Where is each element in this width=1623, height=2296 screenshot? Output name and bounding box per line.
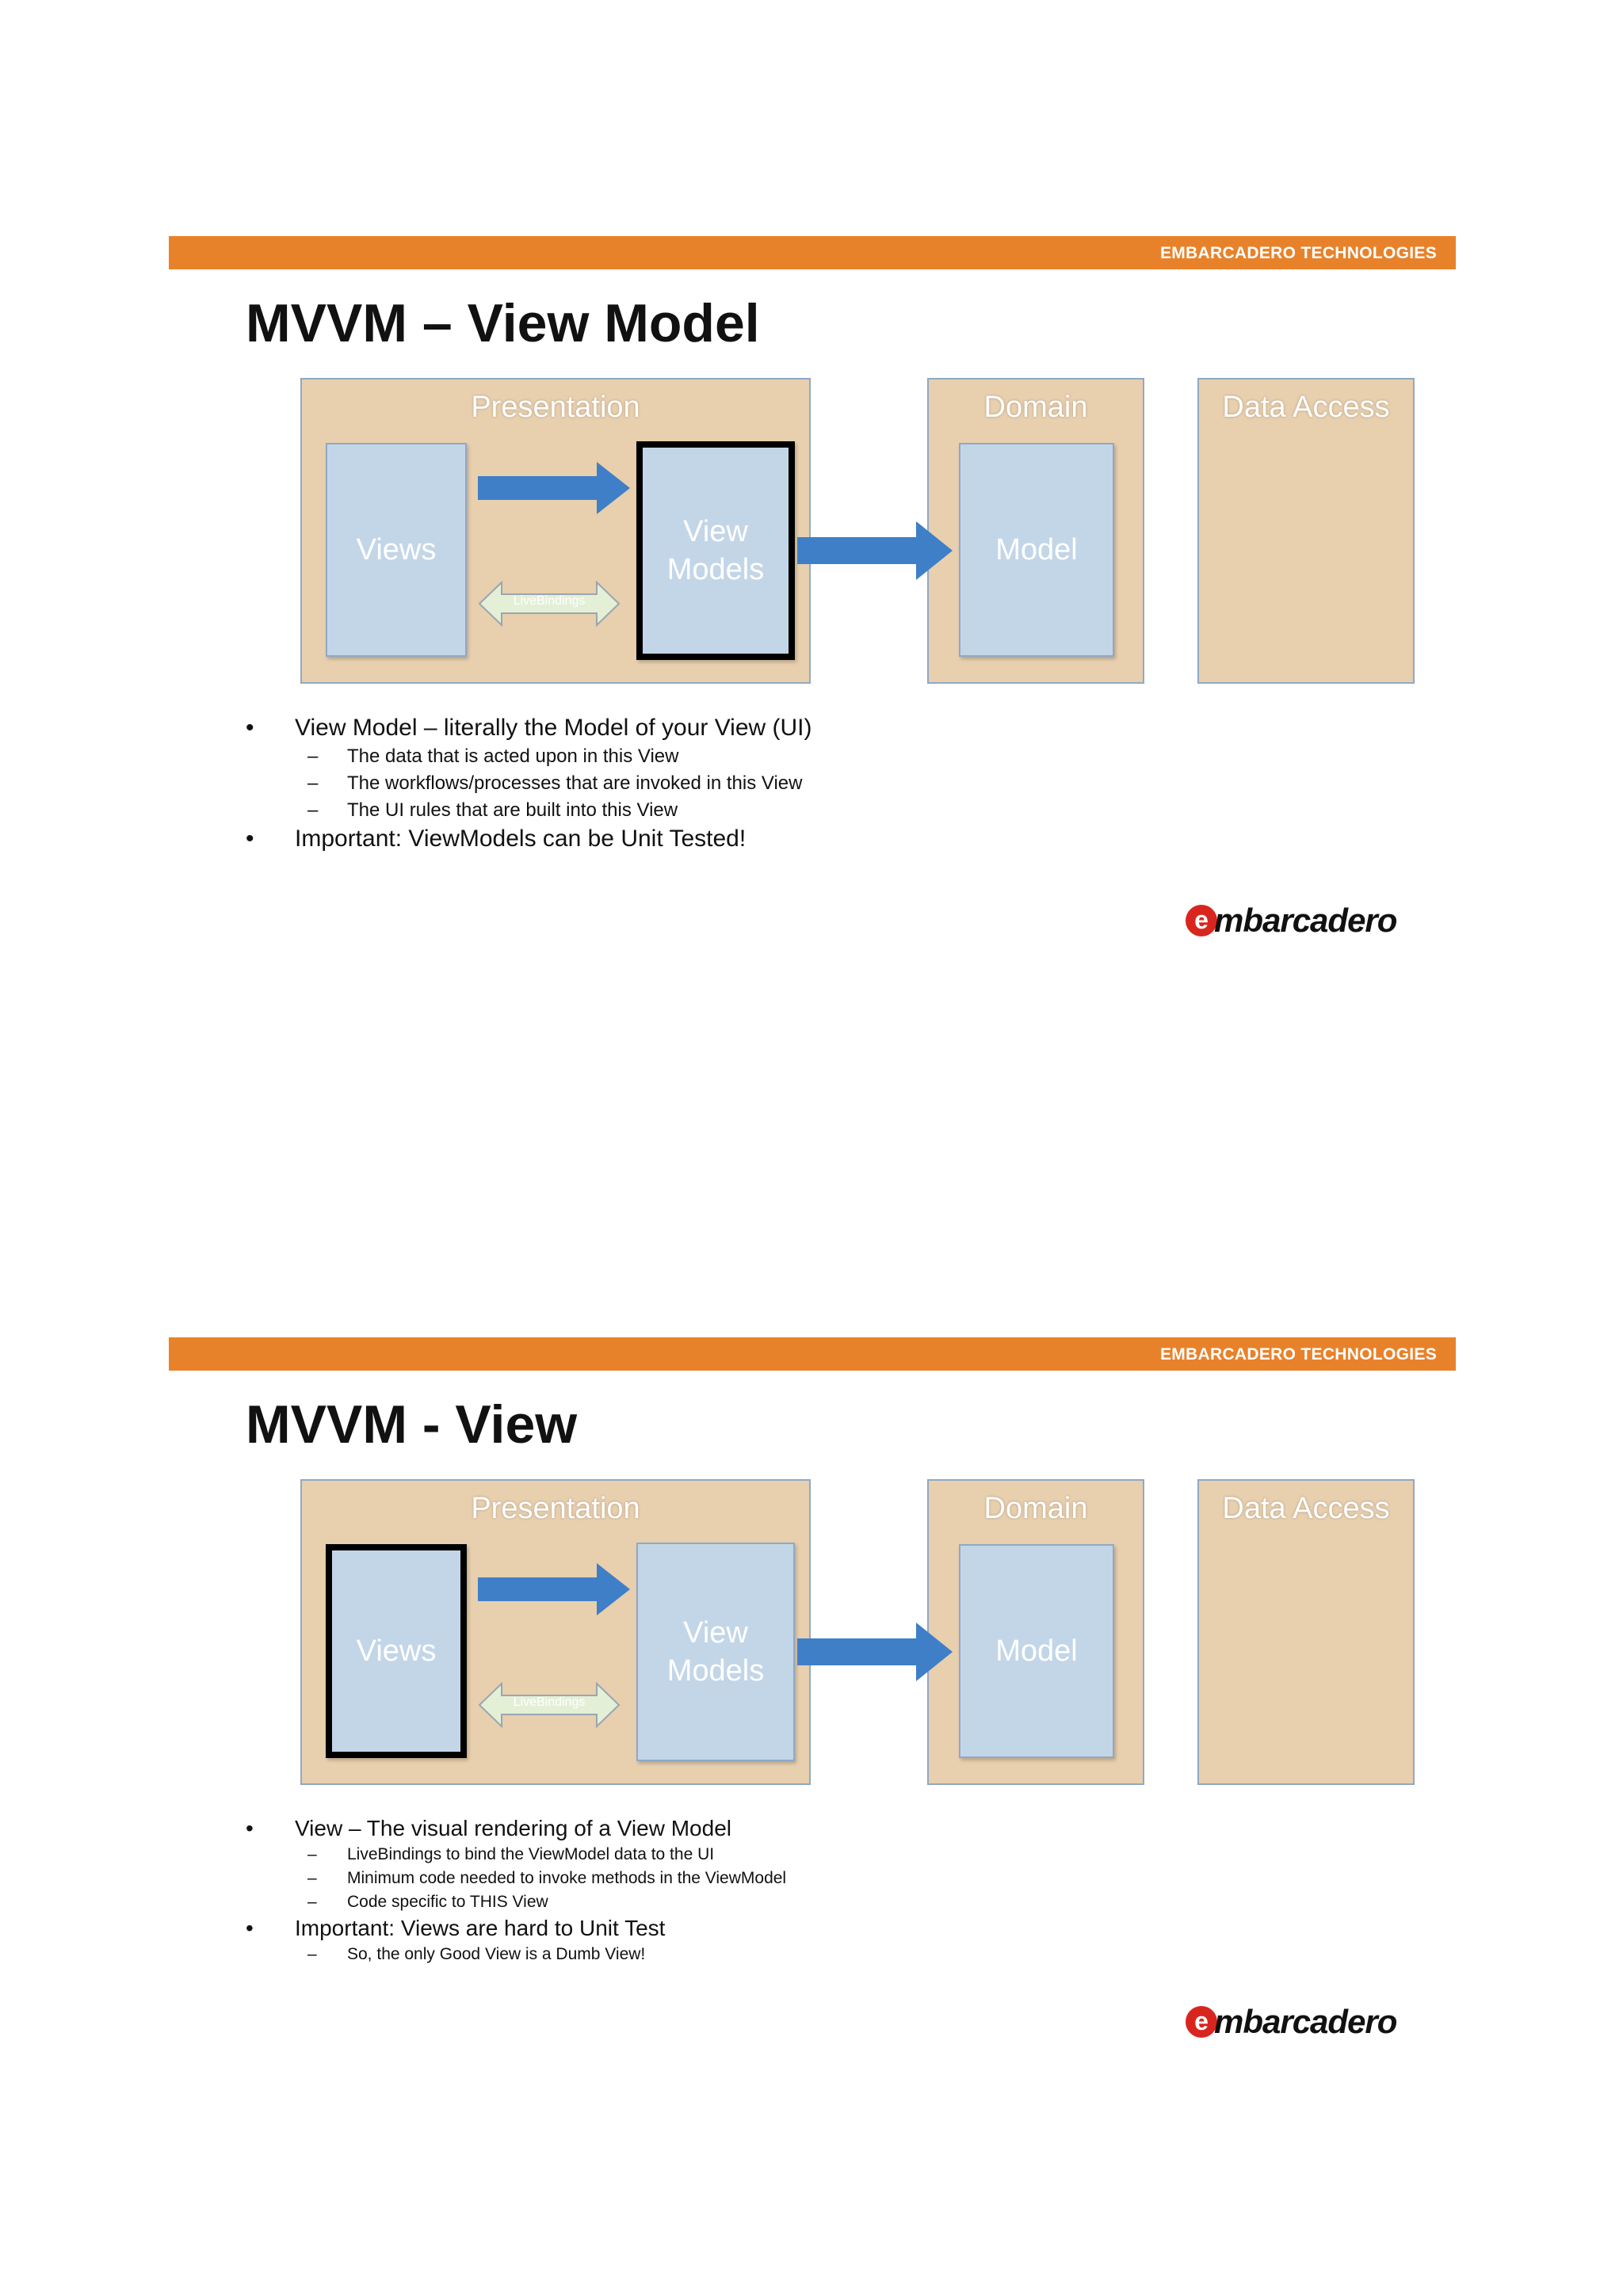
- views-box: [326, 443, 467, 657]
- header-banner: [169, 1337, 1456, 1371]
- views-label: Views: [356, 533, 437, 566]
- livebindings-label: LiveBindings: [513, 1695, 586, 1709]
- sub-bullet: – The UI rules that are built into this View: [246, 797, 1434, 824]
- embarcadero-logo: [1186, 903, 1423, 943]
- banner-text: EMBARCADERO TECHNOLOGIES: [1159, 1345, 1437, 1363]
- model-label: Model: [995, 533, 1078, 566]
- model-box: [959, 1544, 1114, 1758]
- model-label: Model: [995, 1634, 1078, 1668]
- model-box: [959, 443, 1114, 657]
- livebindings-label: LiveBindings: [513, 594, 586, 608]
- presentation-label: Presentation: [471, 391, 640, 424]
- data-access-label: Data Access: [1222, 391, 1390, 424]
- bullet: • View Model – literally the Model of your View (UI): [246, 713, 1434, 743]
- domain-label: Domain: [983, 1492, 1088, 1525]
- bullet: • View – The visual rendering of a View Model: [246, 1814, 1434, 1843]
- sub-bullet: – Minimum code needed to invoke methods in the ViewModel: [246, 1867, 1434, 1890]
- data-access-label: Data Access: [1222, 1492, 1390, 1525]
- view-models-label: View Models: [666, 515, 765, 586]
- views-to-viewmodels-arrow: [478, 1563, 630, 1615]
- viewmodels-to-model-arrow: [797, 521, 953, 580]
- sub-bullet: – Code specific to THIS View: [246, 1890, 1434, 1914]
- slide-title: MVVM - View: [246, 1394, 578, 1455]
- sub-bullet: – LiveBindings to bind the ViewModel data to the UI: [246, 1843, 1434, 1867]
- data-access-layer: [1197, 378, 1415, 684]
- bullet: • Important: Views are hard to Unit Test: [246, 1914, 1434, 1943]
- bullet: • Important: ViewModels can be Unit Tested!: [246, 824, 1434, 854]
- domain-label: Domain: [983, 391, 1088, 424]
- slide-view-model: [0, 0, 1623, 1101]
- logo-mark: e: [1186, 2006, 1217, 2038]
- data-access-layer: [1197, 1479, 1415, 1785]
- slide-title: MVVM – View Model: [246, 293, 760, 353]
- views-to-viewmodels-arrow: [478, 462, 630, 514]
- logo-mark: e: [1186, 905, 1217, 936]
- view-models-box: [636, 1543, 795, 1761]
- bullet-list: [246, 1814, 1434, 1966]
- logo-text: mbarcadero: [1214, 2003, 1397, 2040]
- views-label: Views: [356, 1634, 437, 1668]
- view-models-label: View Models: [666, 1616, 765, 1688]
- viewmodels-to-model-arrow: [797, 1623, 953, 1681]
- sub-bullet: – The data that is acted upon in this View: [246, 743, 1434, 770]
- header-banner: [169, 236, 1456, 269]
- slide-view: [0, 1101, 1623, 2203]
- sub-bullet: – The workflows/processes that are invoked in this View: [246, 770, 1434, 797]
- embarcadero-logo: [1186, 2004, 1423, 2044]
- view-models-box: [636, 441, 795, 660]
- sub-bullet: – So, the only Good View is a Dumb View!: [246, 1943, 1434, 1966]
- logo-text: mbarcadero: [1214, 902, 1397, 939]
- bullet-list: [246, 713, 1434, 854]
- presentation-label: Presentation: [471, 1492, 640, 1525]
- banner-text: EMBARCADERO TECHNOLOGIES: [1159, 244, 1437, 262]
- views-box: [326, 1544, 467, 1758]
